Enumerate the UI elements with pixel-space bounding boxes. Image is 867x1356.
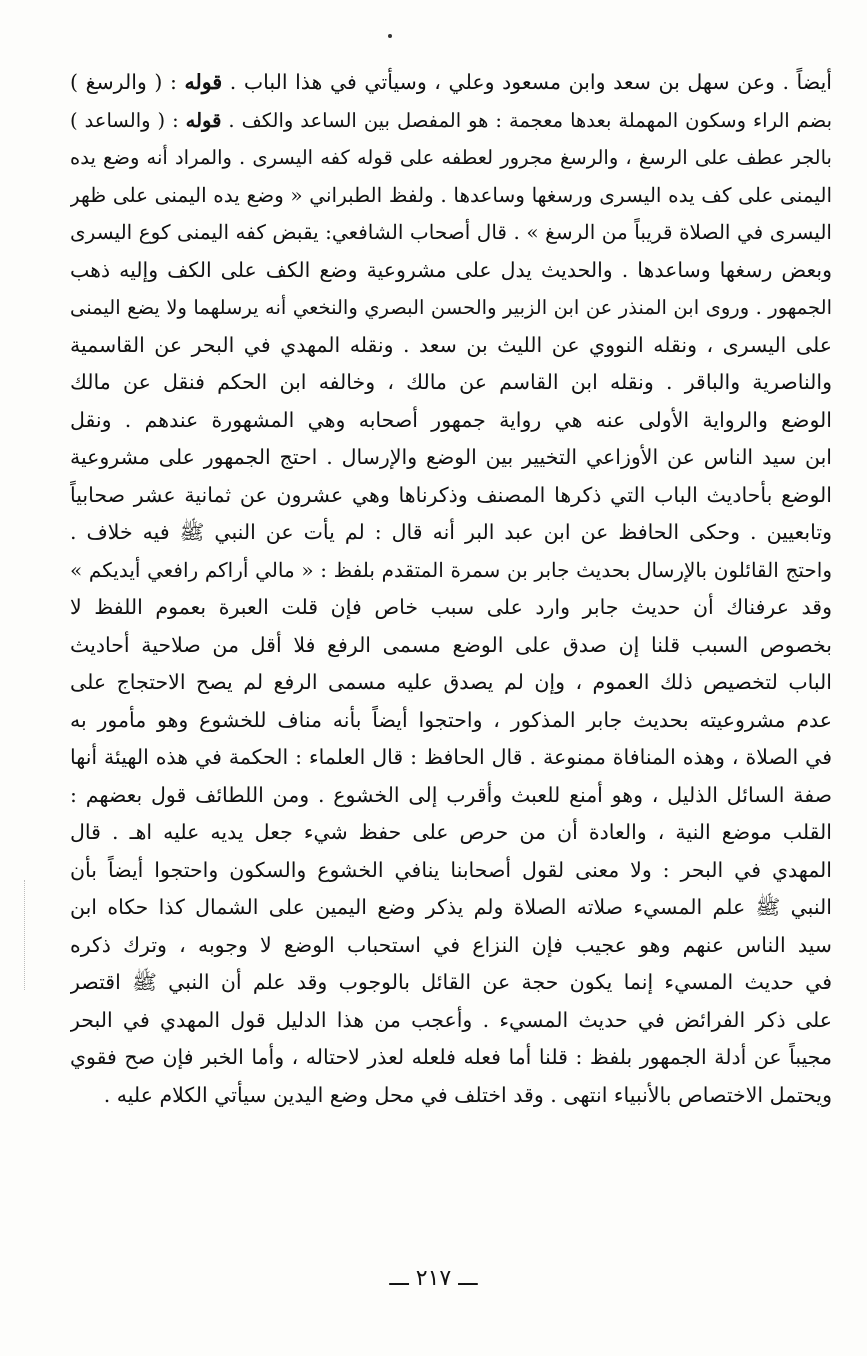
line-text: ابن سيد الناس عن الأوزاعي التخيير بين الوضع والإرسال . احتج الجمهور على مشروعية <box>70 445 832 469</box>
text-line <box>70 852 832 890</box>
text-line <box>70 739 832 777</box>
line-text: الجمهور . وروى ابن المنذر عن ابن الزبير والحسن البصري والنخعي أنه يرسلهما ولا يضع اليمنى <box>70 296 832 319</box>
text-line <box>70 552 832 590</box>
line-text: ويحتمل الاختصاص بالأنبياء انتهى . وقد اختلف في محل وضع اليدين سيأتي الكلام عليه . <box>103 1082 832 1107</box>
line-text: في الصلاة ، وهذه المنافاة ممنوعة . قال الحافظ : قال العلماء : الحكمة في هذه الهيئة أنها <box>70 745 832 769</box>
text-line <box>70 102 832 140</box>
body-text <box>70 64 832 1114</box>
text-line <box>70 439 832 477</box>
text-line <box>70 289 832 327</box>
line-text: على ذكر الفرائض في حديث المسيء . وأعجب من هذا الدليل قول المهدي في البحر <box>70 1007 832 1032</box>
text-line <box>70 1002 832 1040</box>
text-line <box>70 1039 832 1077</box>
line-text: مجيباً عن أدلة الجمهور بلفظ : قلنا أما فعله فلعله لعذر لاحتاله ، وأما الخبر فإن صح فقوي <box>70 1045 832 1069</box>
line-quote: : ( والرسغ ) <box>70 70 177 94</box>
text-line <box>70 177 832 215</box>
text-line <box>70 927 832 965</box>
line-text: على اليسرى ، ونقله النووي عن الليث بن سعد . ونقله المهدي في البحر عن القاسمية <box>70 332 832 357</box>
line-text: صفة السائل الذليل ، وهو أمنع للعبث وأقرب إلى الخشوع . ومن اللطائف قول بعضهم : <box>70 782 832 807</box>
line-text: أيضاً . وعن سهل بن سعد وابن مسعود وعلي ، وسيأتي في هذا الباب . <box>229 70 832 94</box>
line-text: عدم مشروعيته بحديث جابر المذكور ، واحتجوا أيضاً بأنه مناف للخشوع وهو مأمور به <box>70 707 832 732</box>
text-line <box>70 327 832 365</box>
line-text: سيد الناس عنهم وهو عجيب فإن النزاع في استحباب الوضع لا وجوبه ، وترك ذكره <box>70 932 832 957</box>
line-text: وقد عرفناك أن حديث جابر وارد على سبب خاص فإن قلت العبرة بعموم اللفظ لا <box>70 595 832 619</box>
line-text: بضم الراء وسكون المهملة بعدها معجمة : هو المفصل بين الساعد والكف . <box>228 108 832 132</box>
text-line <box>70 64 832 102</box>
text-line <box>70 252 832 290</box>
line-text: وبعض رسغها وساعدها . والحديث يدل على مشروعية وضع الكف على الكف وإليه ذهب <box>70 257 832 282</box>
line-text: الوضع والرواية الأولى عنه هي رواية جمهور أصحابه وهي المشهورة عندهم . ونقل <box>70 407 832 432</box>
text-line <box>70 889 832 927</box>
line-text: واحتج القائلون بالإرسال بحديث جابر بن سمرة المتقدم بلفظ : « مالي أراكم رافعي أيديكم » <box>70 557 832 582</box>
text-line <box>70 664 832 702</box>
text-line <box>70 702 832 740</box>
page-number: ـــ ٢١٧ ـــ <box>389 1266 478 1291</box>
line-text: المهدي في البحر : ولا معنى لقول أصحابنا ينافي الخشوع والسكون واحتجوا أيضاً بأن <box>70 857 832 882</box>
text-line <box>70 364 832 402</box>
bold-keyword: قوله <box>184 70 223 94</box>
ink-dot <box>388 34 392 38</box>
line-text: القلب موضع النية ، والعادة أن من حرص على حفظ شيء جعل يديه عليه اهـ . قال <box>70 820 832 844</box>
line-text: بالجر عطف على الرسغ ، والرسغ مجرور لعطفه على قوله كفه اليسرى . والمراد أنه وضع يده <box>70 146 832 169</box>
text-line <box>70 214 832 252</box>
text-line <box>70 814 832 852</box>
line-text: بخصوص السبب قلنا إن صدق على الوضع مسمى الرفع فلا أقل من صلاحية أحاديث <box>70 632 832 657</box>
line-text: اليسرى في الصلاة قريباً من الرسغ » . قال أصحاب الشافعي: يقبض كفه اليمنى كوع اليسرى <box>70 220 832 244</box>
margin-scribble <box>10 880 25 990</box>
text-line <box>70 1077 832 1115</box>
text-line <box>70 139 832 177</box>
line-text: اليمنى على كف يده اليسرى ورسغها وساعدها . ولفظ الطبراني « وضع يده اليمنى على ظهر <box>70 182 832 207</box>
line-text: الوضع بأحاديث الباب التي ذكرها المصنف وذكرناها وهي عشرون عن ثمانية عشر صحابياً <box>70 482 832 507</box>
text-line <box>70 964 832 1002</box>
line-quote: : ( والساعد ) <box>70 108 179 132</box>
text-line <box>70 477 832 515</box>
line-text: وتابعيين . وحكى الحافظ عن ابن عبد البر أنه قال : لم يأت عن النبي ﷺ فيه خلاف . <box>70 520 832 544</box>
line-text: في حديث المسيء إنما يكون حجة عن القائل بالوجوب وقد علم أن النبي ﷺ اقتصر <box>70 970 832 994</box>
text-line <box>70 589 832 627</box>
text-line <box>70 402 832 440</box>
text-line <box>70 514 832 552</box>
bold-keyword: قوله <box>185 108 222 132</box>
line-text: والناصرية والباقر . ونقله ابن القاسم عن مالك ، وخالفه ابن الحكم فنقل عن مالك <box>70 370 832 394</box>
line-text: النبي ﷺ علم المسيء صلاته الصلاة ولم يذكر وضع اليمين على الشمال كذا حكاه ابن <box>70 895 832 919</box>
text-line <box>70 627 832 665</box>
line-text: الباب لتخصيص ذلك العموم ، وإن لم يصدق عليه مسمى الرفع لم يصح الاحتجاج على <box>70 670 832 694</box>
text-line <box>70 777 832 815</box>
